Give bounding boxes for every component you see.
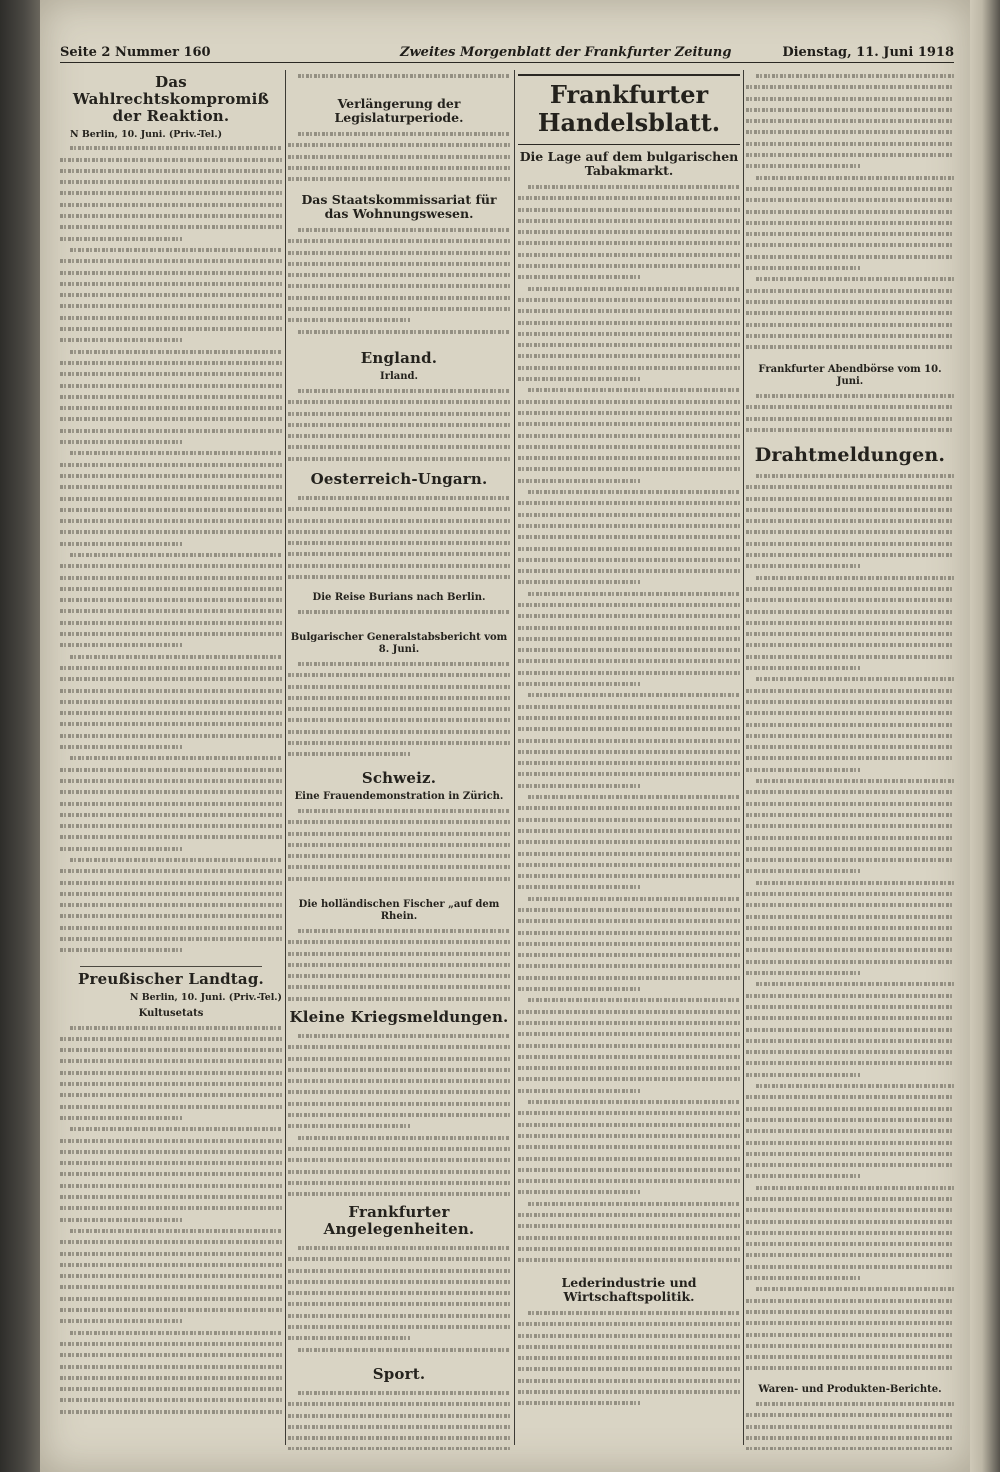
article-subhead: Bulgarischer Generalstabsbericht vom 8. Juni.: [290, 632, 508, 655]
article-body: [288, 70, 510, 92]
article-body: [746, 390, 954, 440]
section-headline: Schweiz.: [361, 769, 437, 787]
article-body: [288, 385, 510, 467]
article-body: [60, 1022, 282, 1422]
column-3: [518, 70, 740, 1450]
column-rule: [285, 70, 286, 1445]
page-edge: [970, 0, 1000, 1472]
article-headline: Verlängerung der Legislaturperiode.: [334, 96, 464, 125]
article-subhead: Irland.: [380, 371, 418, 382]
article-body: [288, 224, 510, 346]
article-headline: Das Staatskommissariat für das Wohnungswesen.: [301, 192, 497, 221]
article-headline: Die Lage auf dem bulgarischen Tabakmarkt.: [519, 149, 739, 178]
article-body: [288, 805, 510, 895]
section-headline: Kleine Kriegsmeldungen.: [289, 1008, 509, 1026]
section-headline: Sport.: [372, 1365, 426, 1383]
page-number: Seite 2 Nummer 160: [60, 45, 211, 60]
article-subhead: Die Reise Burians nach Berlin.: [312, 592, 486, 603]
article-body: [288, 606, 510, 628]
section-banner: [518, 74, 740, 145]
article-body: [288, 128, 510, 188]
article-subhead: Kultusetats: [138, 1007, 204, 1019]
article-subhead: Die holländischen Fischer „auf dem Rhein.: [298, 899, 500, 922]
article-body: [60, 142, 282, 962]
article-body: [518, 181, 740, 1271]
article-headline: Das Wahlrechtskompromiß der Reaktion.: [72, 73, 270, 125]
article-body: [288, 658, 510, 766]
article-headline: Preußischer Landtag.: [78, 970, 264, 989]
dateline: N Berlin, 10. Juni. (Priv.-Tel.): [129, 992, 282, 1004]
column-rule: [743, 70, 744, 1445]
divider: [80, 966, 262, 967]
article-headline: Waren- und Produkten-Berichte.: [758, 1384, 942, 1395]
column-1: [60, 70, 282, 1450]
article-headline: Frankfurter Abendbörse vom 10. Juni.: [758, 364, 942, 387]
section-headline: Oesterreich-Ungarn.: [310, 470, 488, 488]
section-headline: England.: [360, 349, 438, 367]
column-4: [746, 70, 954, 1450]
article-body: [746, 70, 954, 360]
article-body: [288, 1387, 510, 1450]
column-2: [288, 70, 510, 1450]
section-headline: Frankfurter Angelegenheiten.: [323, 1203, 475, 1238]
article-body: [746, 1398, 954, 1450]
section-headline: Drahtmeldungen.: [754, 444, 946, 466]
issue-date: Dienstag, 11. Juni 1918: [782, 45, 954, 60]
dateline: N Berlin, 10. Juni. (Priv.-Tel.): [70, 129, 223, 140]
section-title: Frankfurter Handelsblatt.: [537, 80, 721, 137]
article-body: [518, 1307, 740, 1417]
newspaper-page: [40, 0, 970, 1472]
article-body: [746, 470, 954, 1380]
column-rule: [514, 70, 515, 1445]
article-body: [288, 925, 510, 1005]
article-body: [288, 492, 510, 588]
binding-edge: [0, 0, 40, 1472]
article-body: [288, 1030, 510, 1200]
page-header: [60, 44, 954, 63]
edition-title: Zweites Morgenblatt der Frankfurter Zeitung: [400, 45, 732, 60]
article-body: [288, 1242, 510, 1362]
article-subhead: Eine Frauendemonstration in Zürich.: [294, 791, 504, 802]
article-headline: Lederindustrie und Wirtschaftspolitik.: [561, 1275, 697, 1304]
